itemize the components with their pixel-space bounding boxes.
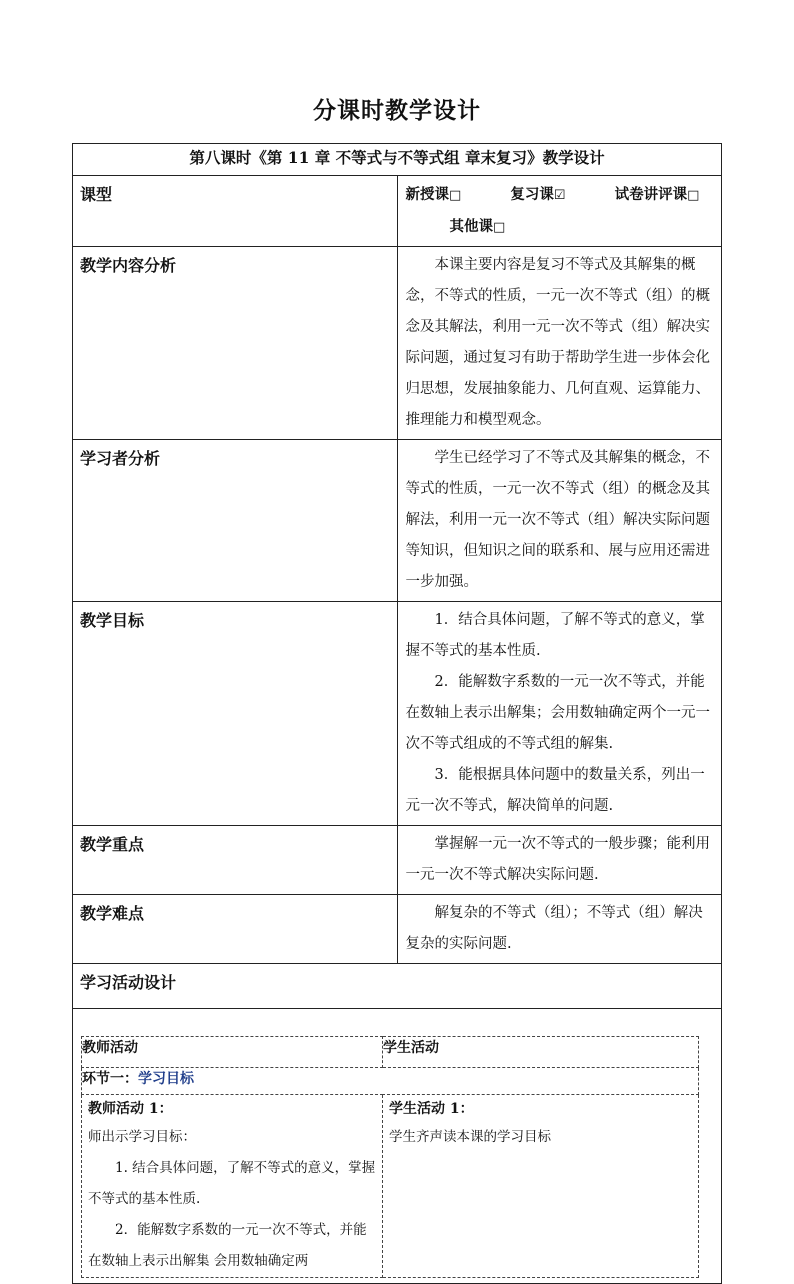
student-activity-header: 学生活动 xyxy=(383,1037,699,1068)
student-activity-cell xyxy=(383,1095,699,1278)
key-points-label: 教学重点 xyxy=(73,826,398,895)
option-review-lesson[interactable]: 复习课☑ xyxy=(510,186,566,203)
teacher-activity-cell xyxy=(82,1095,383,1278)
objective-item-3: 3．能根据具体问题中的数量关系，列出一元一次不等式，解决简单的问题. xyxy=(405,767,705,814)
teacher-item-2: 2．能解数字系数的一元一次不等式，并能在数轴上表示出解集 会用数轴确定两 xyxy=(88,1222,367,1269)
content-analysis-text: 本课主要内容是复习不等式及其解集的概念，不等式的性质，一元一次不等式（组）的概念及其解法，利用一元一次不等式（组）解决实际问题，通过复习有助于帮助学生进一步体会化归思想，发展抽象能力、几何直观、运算能力、推理能力和模型观念。 xyxy=(405,257,710,428)
teacher-activity-title: 教师活动 1： xyxy=(88,1101,173,1117)
option-other-lesson[interactable]: 其他课□ xyxy=(449,218,506,235)
option-new-lesson[interactable]: 新授课□ xyxy=(405,186,462,203)
course-type-options xyxy=(397,176,722,247)
objective-item-1: 1．结合具体问题，了解不等式的意义，掌握不等式的基本性质. xyxy=(405,612,705,659)
learner-analysis-label: 学习者分析 xyxy=(73,440,398,602)
teacher-activity-header: 教师活动 xyxy=(82,1037,383,1068)
objective-item-2: 2．能解数字系数的一元一次不等式，并能在数轴上表示出解集；会用数轴确定两个一元一次不等式组成的不等式组的解集. xyxy=(405,674,710,752)
section-one xyxy=(82,1068,699,1095)
activity-design-label: 学习活动设计 xyxy=(73,964,722,1009)
teacher-item-1: 1. 结合具体问题，了解不等式的意义，掌握不等式的基本性质. xyxy=(88,1160,376,1207)
checkbox-icon: □ xyxy=(493,220,506,235)
student-activity-text: 学生齐声读本课的学习目标 xyxy=(389,1129,551,1145)
course-type-label: 课型 xyxy=(73,176,398,247)
section-name: 学习目标 xyxy=(138,1071,194,1087)
content-analysis-label: 教学内容分析 xyxy=(73,247,398,440)
key-points-text: 掌握解一元一次不等式的一般步骤；能利用一元一次不等式解决实际问题. xyxy=(405,836,710,883)
difficulties-text: 解复杂的不等式（组）；不等式（组）解决复杂的实际问题. xyxy=(405,905,703,952)
option-exam-review-lesson[interactable]: 试卷讲评课□ xyxy=(614,186,700,203)
activity-table xyxy=(81,1036,699,1278)
checkbox-icon: □ xyxy=(687,188,700,203)
objectives-label: 教学目标 xyxy=(73,602,398,826)
student-activity-title: 学生活动 1： xyxy=(389,1101,474,1117)
lesson-title: 第八课时《第 11 章 不等式与不等式组 章末复习》教学设计 xyxy=(73,144,722,176)
page-title: 分课时教学设计 xyxy=(313,97,481,124)
checkbox-checked-icon: ☑ xyxy=(553,188,566,203)
teacher-intro: 师出示学习目标： xyxy=(88,1129,196,1145)
section-prefix: 环节一： xyxy=(82,1071,138,1087)
checkbox-icon: □ xyxy=(449,188,462,203)
lesson-design-table xyxy=(72,143,722,1284)
learner-analysis-text: 学生已经学习了不等式及其解集的概念，不等式的性质，一元一次不等式（组）的概念及其解法，利用一元一次不等式（组）解决实际问题等知识，但知识之间的联系和、展与应用还需进一步加强。 xyxy=(405,450,710,590)
difficulties-label: 教学难点 xyxy=(73,895,398,964)
